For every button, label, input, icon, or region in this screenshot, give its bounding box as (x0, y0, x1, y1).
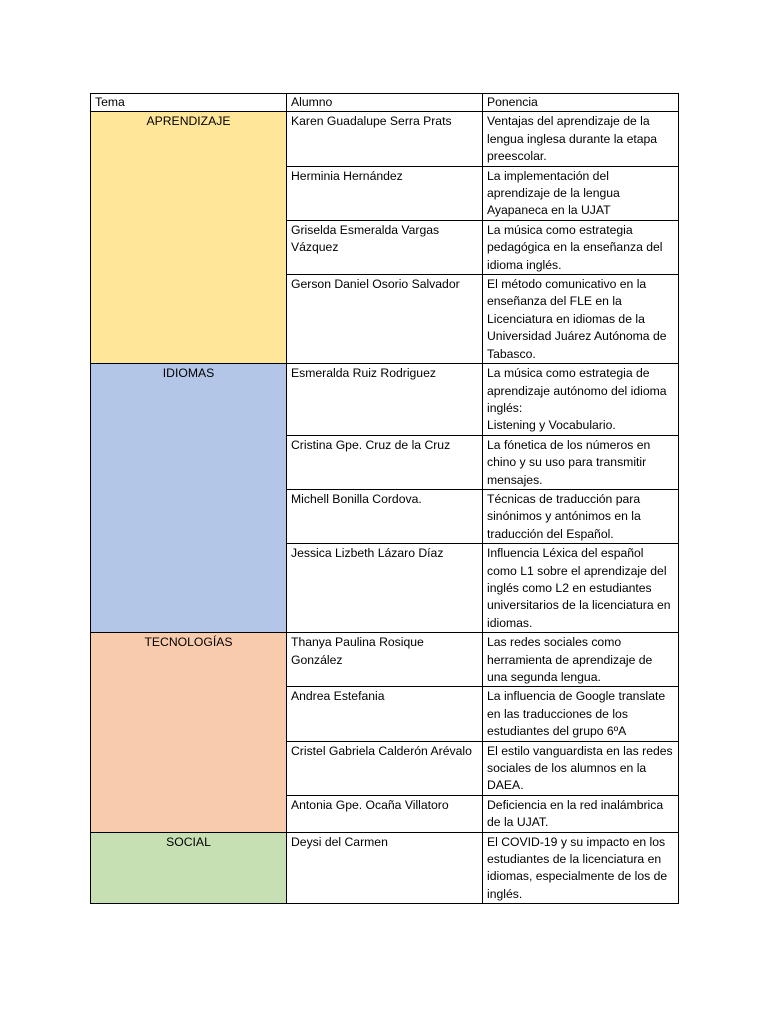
ponencia-cell: La influencia de Google translate en las traducciones de los estudiantes del grupo 6ºA (483, 687, 679, 741)
ponencias-table (90, 93, 679, 904)
tema-cell-idiomas: IDIOMAS (91, 364, 287, 633)
ponencia-cell: Ventajas del aprendizaje de la lengua inglesa durante la etapa preescolar. (483, 112, 679, 166)
alumno-cell: Michell Bonilla Cordova. (287, 489, 483, 543)
alumno-cell: Cristina Gpe. Cruz de la Cruz (287, 435, 483, 489)
alumno-cell: Herminia Hernández (287, 166, 483, 220)
table-row (91, 112, 679, 166)
ponencia-cell: Deficiencia en la red inalámbrica de la UJAT. (483, 795, 679, 832)
alumno-cell: Cristel Gabriela Calderón Arévalo (287, 741, 483, 795)
ponencia-cell: La implementación del aprendizaje de la lengua Ayapaneca en la UJAT (483, 166, 679, 220)
tema-cell-social: SOCIAL (91, 832, 287, 904)
alumno-cell: Antonia Gpe. Ocaña Villatoro (287, 795, 483, 832)
alumno-cell: Griselda Esmeralda Vargas Vázquez (287, 220, 483, 274)
ponencia-cell: La fónetica de los números en chino y su uso para transmitir mensajes. (483, 435, 679, 489)
alumno-cell: Gerson Daniel Osorio Salvador (287, 275, 483, 364)
header-ponencia: Ponencia (483, 94, 679, 112)
alumno-cell: Karen Guadalupe Serra Prats (287, 112, 483, 166)
alumno-cell: Andrea Estefania (287, 687, 483, 741)
ponencia-line: Listening y Vocabulario. (487, 418, 616, 433)
ponencia-cell: La música como estrategia pedagógica en la enseñanza del idioma inglés. (483, 220, 679, 274)
ponencia-cell: Técnicas de traducción para sinónimos y antónimos en la traducción del Español. (483, 489, 679, 543)
ponencia-cell (483, 364, 679, 436)
alumno-cell: Deysi del Carmen (287, 832, 483, 904)
table-row (91, 364, 679, 436)
ponencia-cell: El método comunicativo en la enseñanza del FLE en la Licenciatura en idiomas de la Universidad Juárez Autónoma de Tabasco. (483, 275, 679, 364)
ponencia-cell: Las redes sociales como herramienta de aprendizaje de una segunda lengua. (483, 633, 679, 687)
table-row (91, 633, 679, 687)
tema-cell-tecnologias: TECNOLOGÍAS (91, 633, 287, 832)
alumno-cell: Jessica Lizbeth Lázaro Díaz (287, 544, 483, 633)
ponencia-cell: El COVID-19 y su impacto en los estudiantes de la licenciatura en idiomas, especialmente de los de inglés. (483, 832, 679, 904)
tema-cell-aprendizaje: APRENDIZAJE (91, 112, 287, 364)
alumno-cell: Thanya Paulina Rosique González (287, 633, 483, 687)
header-tema: Tema (91, 94, 287, 112)
header-alumno: Alumno (287, 94, 483, 112)
alumno-cell: Esmeralda Ruiz Rodriguez (287, 364, 483, 436)
ponencia-line: La música como estrategia de aprendizaje autónomo del idioma inglés: (487, 366, 667, 415)
ponencia-cell: El estilo vanguardista en las redes sociales de los alumnos en la DAEA. (483, 741, 679, 795)
header-row (91, 94, 679, 112)
ponencia-cell: Influencia Léxica del español como L1 sobre el aprendizaje del inglés como L2 en estudiantes universitarios de la licenciatura en idiomas. (483, 544, 679, 633)
table-row (91, 832, 679, 904)
